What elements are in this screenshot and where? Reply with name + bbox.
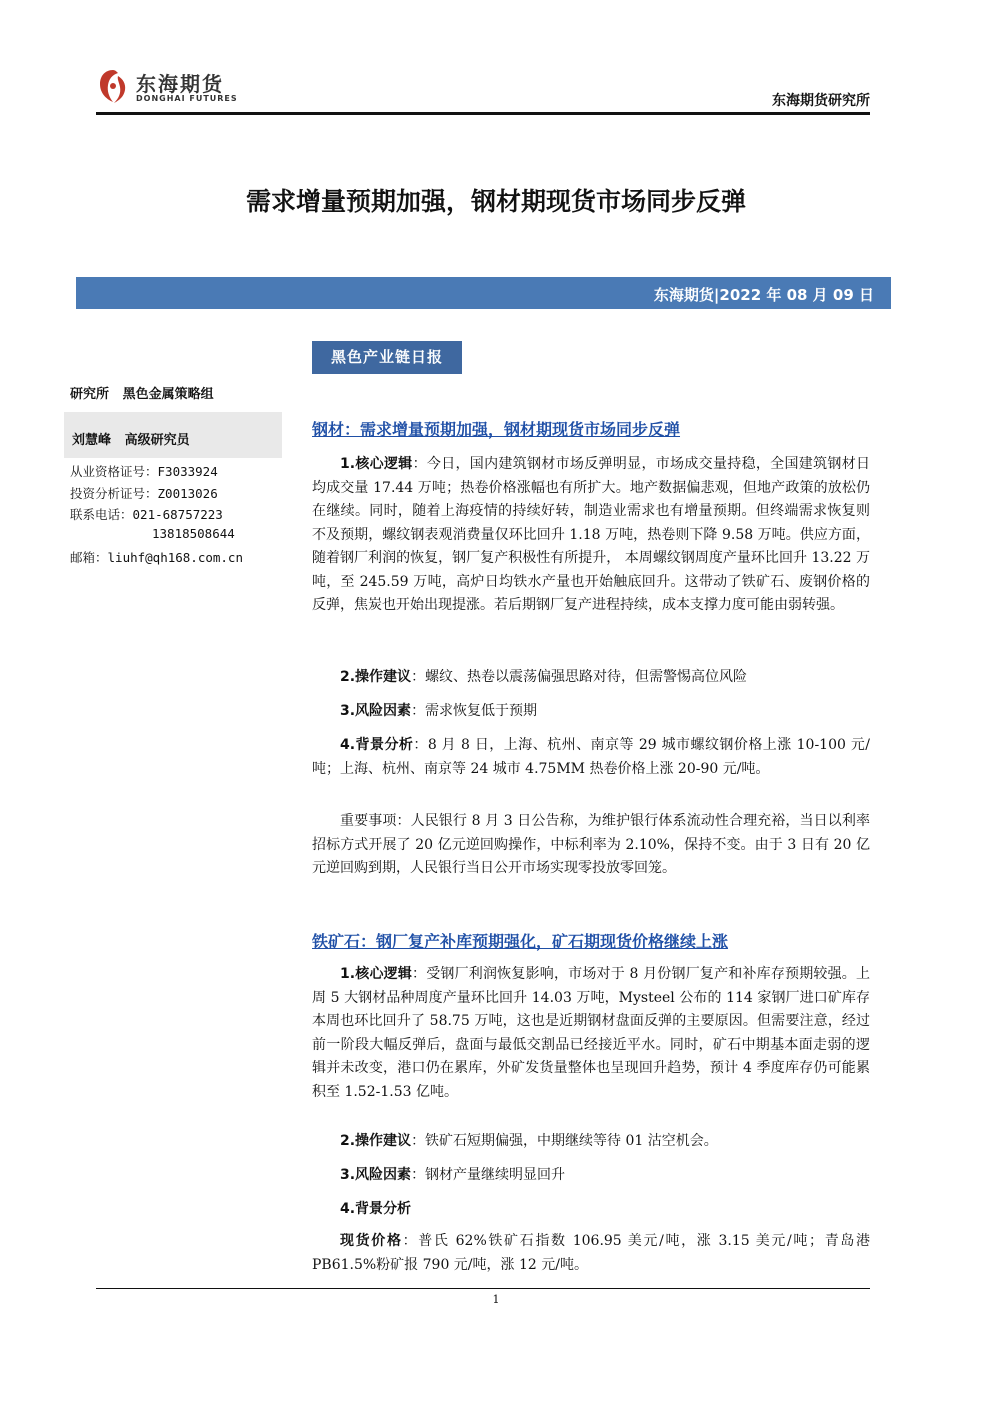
date-line: 东海期货|2022 年 08 月 09 日 bbox=[653, 286, 874, 304]
contact-value: Z0013026 bbox=[157, 486, 218, 501]
para-text: ：普氏 62%铁矿石指数 106.95 美元/吨，涨 3.15 美元/吨；青岛港 PB61.5%粉矿报 790 元/吨，涨 12 元/吨。 bbox=[312, 1233, 870, 1273]
steel-important-notice bbox=[312, 810, 870, 881]
steel-risk bbox=[312, 700, 870, 724]
analyst-name: 刘慧峰 高级研究员 bbox=[72, 433, 190, 448]
contact-email bbox=[70, 548, 243, 566]
contact-label: 邮箱： bbox=[70, 550, 108, 565]
logo-mark-icon bbox=[96, 66, 130, 106]
para-label: 4.背景分析 bbox=[340, 737, 414, 753]
contact-value: 021-68757223 bbox=[132, 507, 223, 522]
contact-qualification bbox=[70, 462, 218, 480]
contact-phone bbox=[70, 505, 223, 523]
para-text: ：需求恢复低于预期 bbox=[411, 703, 538, 719]
section-title-steel[interactable]: 钢材：需求增量预期加强，钢材期现货市场同步反弹 bbox=[312, 420, 681, 439]
steel-advice bbox=[312, 666, 870, 690]
contact-value: 13818508644 bbox=[152, 526, 235, 541]
steel-background bbox=[312, 734, 870, 781]
contact-label: 联系电话： bbox=[70, 507, 133, 522]
report-type-badge: 黑色产业链日报 bbox=[312, 341, 462, 374]
para-label: 4.背景分析 bbox=[340, 1201, 412, 1217]
contact-value: liuhf@qh168.com.cn bbox=[107, 550, 243, 565]
contact-mobile bbox=[152, 526, 235, 541]
page-number: 1 bbox=[492, 1293, 500, 1306]
ore-risk bbox=[312, 1164, 870, 1188]
para-label: 1.核心逻辑 bbox=[340, 966, 413, 982]
section-title-iron-ore[interactable]: 铁矿石：钢厂复产补库预期强化，矿石期现货价格继续上涨 bbox=[312, 932, 729, 951]
footer-rule bbox=[96, 1288, 870, 1289]
para-text: ：钢材产量继续明显回升 bbox=[411, 1167, 566, 1183]
contact-analysis-cert bbox=[70, 484, 218, 502]
para-label: 3.风险因素 bbox=[340, 703, 412, 719]
department-label: 研究所 黑色金属策略组 bbox=[70, 387, 214, 402]
para-text: ：螺纹、热卷以震荡偏强思路对待，但需警惕高位风险 bbox=[411, 669, 748, 685]
contact-label: 从业资格证号： bbox=[70, 464, 158, 479]
ore-spot-price bbox=[312, 1230, 870, 1277]
para-text: 重要事项：人民银行 8 月 3 日公告称，为维护银行体系流动性合理充裕，当日以利率招标方式开展了 20 亿元逆回购操作，中标利率为 2.10%，保持不变。由于 3 日有 20 亿元逆回购到期，人民银行当日公开市场实现零投放零回笼。 bbox=[312, 813, 870, 876]
header-rule bbox=[96, 112, 870, 115]
contact-value: F3033924 bbox=[157, 464, 218, 479]
para-text: ：今日，国内建筑钢材市场反弹明显，市场成交量持稳，全国建筑钢材日均成交量 17.44 万吨；热卷价格涨幅也有所扩大。地产数据偏悲观，但地产政策的放松仍在继续。同时，随着上海疫情的持续好转，制造业需求也有增量预期。但终端需求恢复则不及预期，螺纹钢表观消费量仅环比回升 1.18 万吨，热卷则下降 9.58 万吨。供应方面，随着钢厂利润的恢复，钢厂复产积极性有所提升， 本周螺纹钢周度产量环比回升 13.22 万吨，至 245.59 万吨，高炉日均铁水产量也开始触底回升。这带动了铁矿石、废钢价格的反弹，焦炭也开始出现提涨。若后期钢厂复产进程持续，成本支撑力度可能由弱转强。 bbox=[312, 456, 871, 613]
logo-chinese-text: 东海期货 bbox=[136, 72, 224, 96]
para-label: 2.操作建议 bbox=[340, 669, 412, 685]
para-text: ：铁矿石短期偏强，中期继续等待 01 沽空机会。 bbox=[411, 1133, 718, 1149]
para-label: 3.风险因素 bbox=[340, 1167, 412, 1183]
logo-english-text: DONGHAI FUTURES bbox=[136, 94, 238, 103]
para-label: 1.核心逻辑 bbox=[340, 456, 413, 472]
steel-core-logic bbox=[312, 453, 870, 618]
contact-label: 投资分析证号： bbox=[70, 486, 158, 501]
para-text: ：受钢厂利润恢复影响，市场对于 8 月份钢厂复产和补库存预期较强。上周 5 大钢材品种周度产量环比回升 14.03 万吨，Mysteel 公布的 114 家钢厂进口矿库存本周也环比回升了 58.75 万吨，这也是近期钢材盘面反弹的主要原因。但需要注意，经过前一阶段大幅反弹后，盘面与最低交割品已经接近平水。同时，矿石中期基本面走弱的逻辑并未改变，港口仍在累库，外矿发货量整体也呈现回升趋势，预计 4 季度库存仍可能累积至 1.52-1.53 亿吨。 bbox=[312, 966, 870, 1100]
company-logo bbox=[96, 64, 236, 110]
para-label: 现货价格 bbox=[340, 1233, 403, 1249]
report-title: 需求增量预期加强，钢材期现货市场同步反弹 bbox=[245, 187, 746, 216]
institute-name: 东海期货研究所 bbox=[772, 93, 870, 109]
para-label: 2.操作建议 bbox=[340, 1133, 412, 1149]
ore-background bbox=[312, 1198, 870, 1222]
ore-core-logic bbox=[312, 963, 870, 1104]
ore-advice bbox=[312, 1130, 870, 1154]
para-text: ：8 月 8 日，上海、杭州、南京等 29 城市螺纹钢价格上涨 10-100 元/吨；上海、杭州、南京等 24 城市 4.75MM 热卷价格上涨 20-90 元/吨。 bbox=[312, 737, 870, 777]
